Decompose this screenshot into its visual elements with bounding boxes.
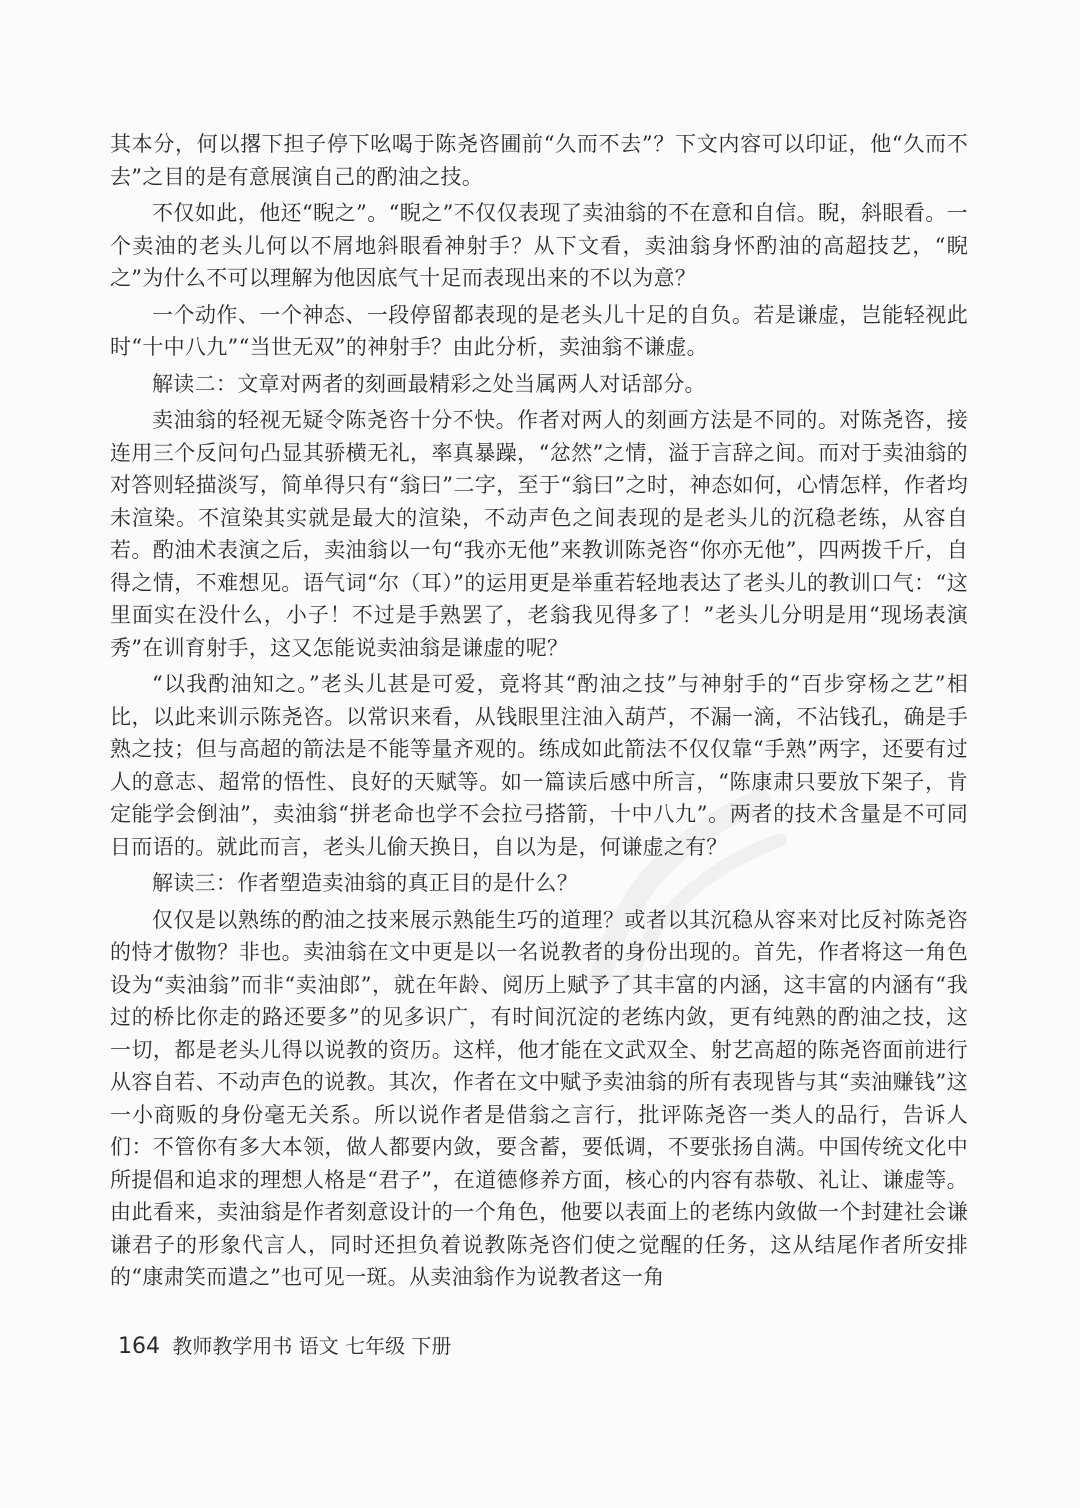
paragraph-dialogue-analysis: 卖油翁的轻视无疑令陈尧咨十分不快。作者对两人的刻画方法是不同的。对陈尧咨，接连用三个反问句凸显其骄横无礼，率真暴躁，“忿然”之情，溢于言辞之间。而对于卖油翁的对答则轻描淡写，简单得只有“翁曰”二字，至于“翁曰”之时，神态如何，心情怎样，作者均未渲染。不渲染其实就是最大的渲染，不动声色之间表现的是老头儿的沉稳老练，从容自若。酌油术表演之后，卖油翁以一句“我亦无他”来教训陈尧咨“你亦无他”，四两拨千斤，自得之情，不难想见。语气词“尔（耳）”的运用更是举重若轻地表达了老头儿的教训口气：“这里面实在没什么，小子！不过是手熟罢了，老翁我见得多了！”老头儿分明是用“现场表演秀”在训育射手，这又怎能说卖油翁是谦虚的呢？ bbox=[110, 408, 968, 660]
book-title: 教师教学用书 语文 七年级 下册 bbox=[172, 1334, 452, 1358]
paragraph-self-conceit: 一个动作、一个神态、一段停留都表现的是老头儿十足的自负。若是谦虚，岂能轻视此时“十中八九”“当世无双”的神射手？由此分析，卖油翁不谦虚。 bbox=[110, 302, 968, 359]
paragraph-nizhi: 不仅如此，他还“睨之”。“睨之”不仅仅表现了卖油翁的不在意和自信。睨，斜眼看。一个卖油的老头儿何以不屑地斜眼看神射手？从下文看，卖油翁身怀酌油的高超技艺，“睨之”为什么不可以理解为他因底气十足而表现出来的不以为意？ bbox=[110, 201, 968, 290]
article-body bbox=[110, 128, 968, 1298]
paragraph-author-purpose: 仅仅是以熟练的酌油之技来展示熟能生巧的道理？或者以其沉稳从容来对比反衬陈尧咨的恃才傲物？非也。卖油翁在文中更是以一名说教者的身份出现的。首先，作者将这一角色设为“卖油翁”而非“卖油郎”，就在年龄、阅历上赋予了其丰富的内涵，这丰富的内涵有“我过的桥比你走的路还要多”的见多识广，有时间沉淀的老练内敛，更有纯熟的酌油之技，这一切，都是老头儿得以说教的资历。这样，他才能在文武双全、射艺高超的陈尧咨面前进行从容自若、不动声色的说教。其次，作者在文中赋予卖油翁的所有表现皆与其“卖油赚钱”这一小商贩的身份毫无关系。所以说作者是借翁之言行，批评陈尧咨一类人的品行，告诉人们：不管你有多大本领，做人都要内敛，要含蓄，要低调，不要张扬自满。中国传统文化中所提倡和追求的理想人格是“君子”，在道德修养方面，核心的内容有恭敬、礼让、谦虚等。由此看来，卖油翁是作者刻意设计的一个角色，他要以表面上的老练内敛做一个封建社会谦谦君子的形象代言人，同时还担负着说教陈尧咨们使之觉醒的任务，这从结尾作者所安排的“康肃笑而遣之”也可见一斑。从卖油翁作为说教者这一角 bbox=[110, 907, 968, 1289]
heading-interpretation-two: 解读二：文章对两者的刻画最精彩之处当属两人对话部分。 bbox=[152, 371, 706, 396]
paragraph-continuation: 其本分，何以撂下担子停下吆喝于陈尧咨圃前“久而不去”？下文内容可以印证，他“久而不去”之目的是有意展演自己的酌油之技。 bbox=[110, 132, 968, 189]
heading-interpretation-three: 解读三：作者塑造卖油翁的真正目的是什么？ bbox=[152, 871, 578, 895]
page-footer bbox=[118, 1330, 451, 1359]
paragraph-oil-skill: “以我酌油知之。”老头儿甚是可爱，竟将其“酌油之技”与神射手的“百步穿杨之艺”相比，以此来训示陈尧咨。以常识来看，从钱眼里注油入葫芦，不漏一滴，不沾钱孔，确是手熟之技；但与高超的箭法是不能等量齐观的。练成如此箭法不仅仅靠“手熟”两字，还要有过人的意志、超常的悟性、良好的天赋等。如一篇读后感中所言，“陈康肃只要放下架子，肯定能学会倒油”，卖油翁“拼老命也学不会拉弓搭箭，十中八九”。两者的技术含量是不可同日而语的。就此而言，老头儿偷天换日，自以为是，何谦虚之有？ bbox=[110, 672, 968, 859]
page-number: 164 bbox=[118, 1334, 160, 1359]
